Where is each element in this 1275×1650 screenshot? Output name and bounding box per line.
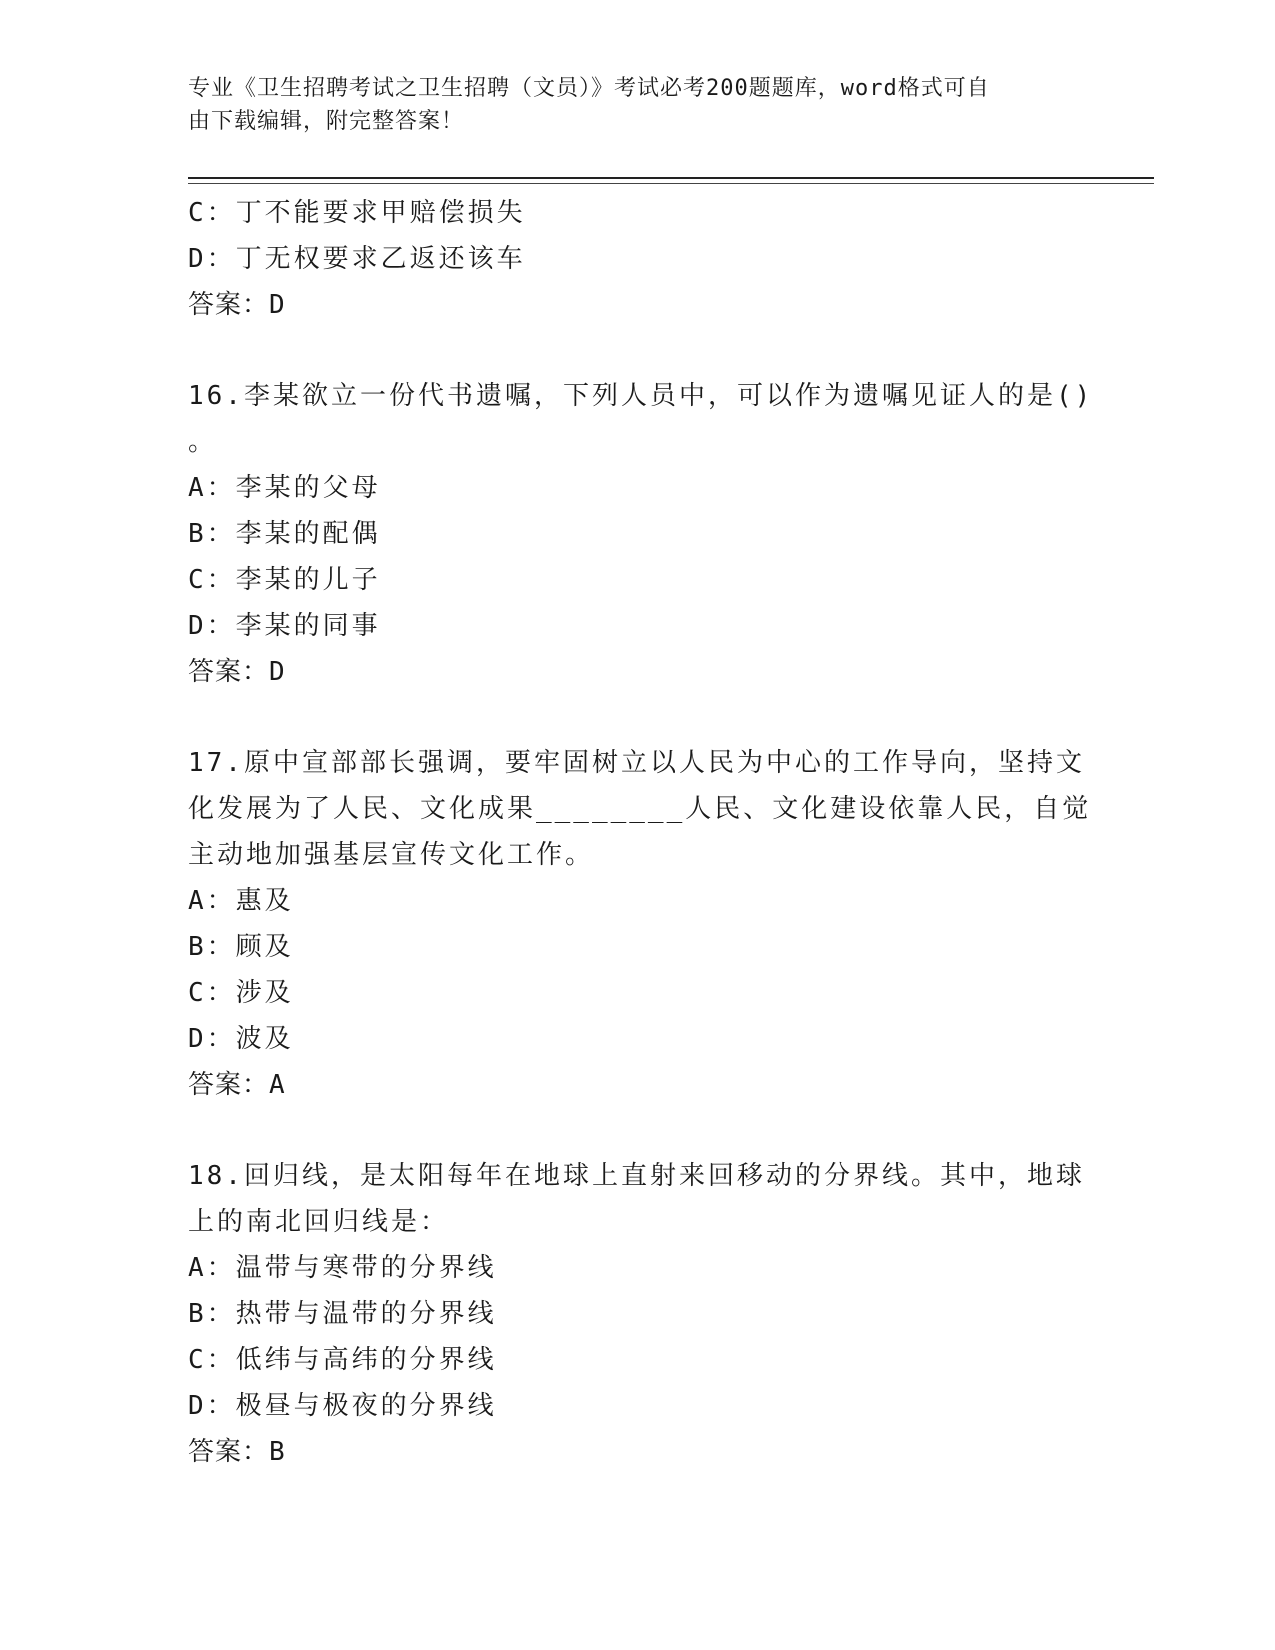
option-b: B：热带与温带的分界线: [188, 1299, 497, 1329]
header-divider-thin: [188, 183, 1154, 184]
header-divider-thick: [188, 177, 1154, 179]
option-c: C：低纬与高纬的分界线: [188, 1345, 497, 1375]
option-a: A：惠及: [188, 886, 294, 916]
option-c: C：李某的儿子: [188, 565, 381, 595]
answer-line: 答案：B: [188, 1437, 286, 1467]
answer-line: 答案：A: [188, 1070, 286, 1100]
prev-question-block: [188, 190, 1088, 328]
option-a: A：李某的父母: [188, 473, 381, 503]
question-17: [188, 740, 1092, 1108]
option-a: A：温带与寒带的分界线: [188, 1253, 497, 1283]
question-stem: 。: [188, 427, 218, 457]
option-b: B：李某的配偶: [188, 519, 381, 549]
question-stem: 主动地加强基层宣传文化工作。: [188, 840, 595, 870]
question-stem: 化发展为了人民、文化成果________人民、文化建设依靠人民，自觉: [188, 794, 1092, 824]
answer-line: 答案：D: [188, 657, 286, 687]
page-header: [188, 72, 1068, 138]
question-stem: 17.原中宣部部长强调，要牢固树立以人民为中心的工作导向，坚持文: [188, 748, 1085, 778]
option-c: C：丁不能要求甲赔偿损失: [188, 198, 526, 228]
question-16: [188, 373, 1094, 695]
spacer: [188, 328, 1088, 373]
option-d: D：波及: [188, 1024, 294, 1054]
spacer: [188, 1108, 1088, 1153]
header-line-1: 专业《卫生招聘考试之卫生招聘（文员）》考试必考200题题库，word格式可自: [188, 76, 990, 101]
option-d: D：丁无权要求乙返还该车: [188, 244, 526, 274]
question-content: [188, 190, 1094, 1475]
header-line-2: 由下载编辑，附完整答案！: [188, 109, 465, 134]
answer-line: 答案：D: [188, 290, 286, 320]
spacer: [188, 695, 1088, 740]
question-stem: 上的南北回归线是：: [188, 1207, 450, 1237]
option-c: C：涉及: [188, 978, 294, 1008]
question-stem: 16.李某欲立一份代书遗嘱，下列人员中，可以作为遗嘱见证人的是(): [188, 381, 1094, 411]
question-stem: 18.回归线，是太阳每年在地球上直射来回移动的分界线。其中，地球: [188, 1161, 1085, 1191]
question-18: [188, 1153, 1088, 1475]
option-d: D：极昼与极夜的分界线: [188, 1391, 497, 1421]
option-b: B：顾及: [188, 932, 294, 962]
option-d: D：李某的同事: [188, 611, 381, 641]
